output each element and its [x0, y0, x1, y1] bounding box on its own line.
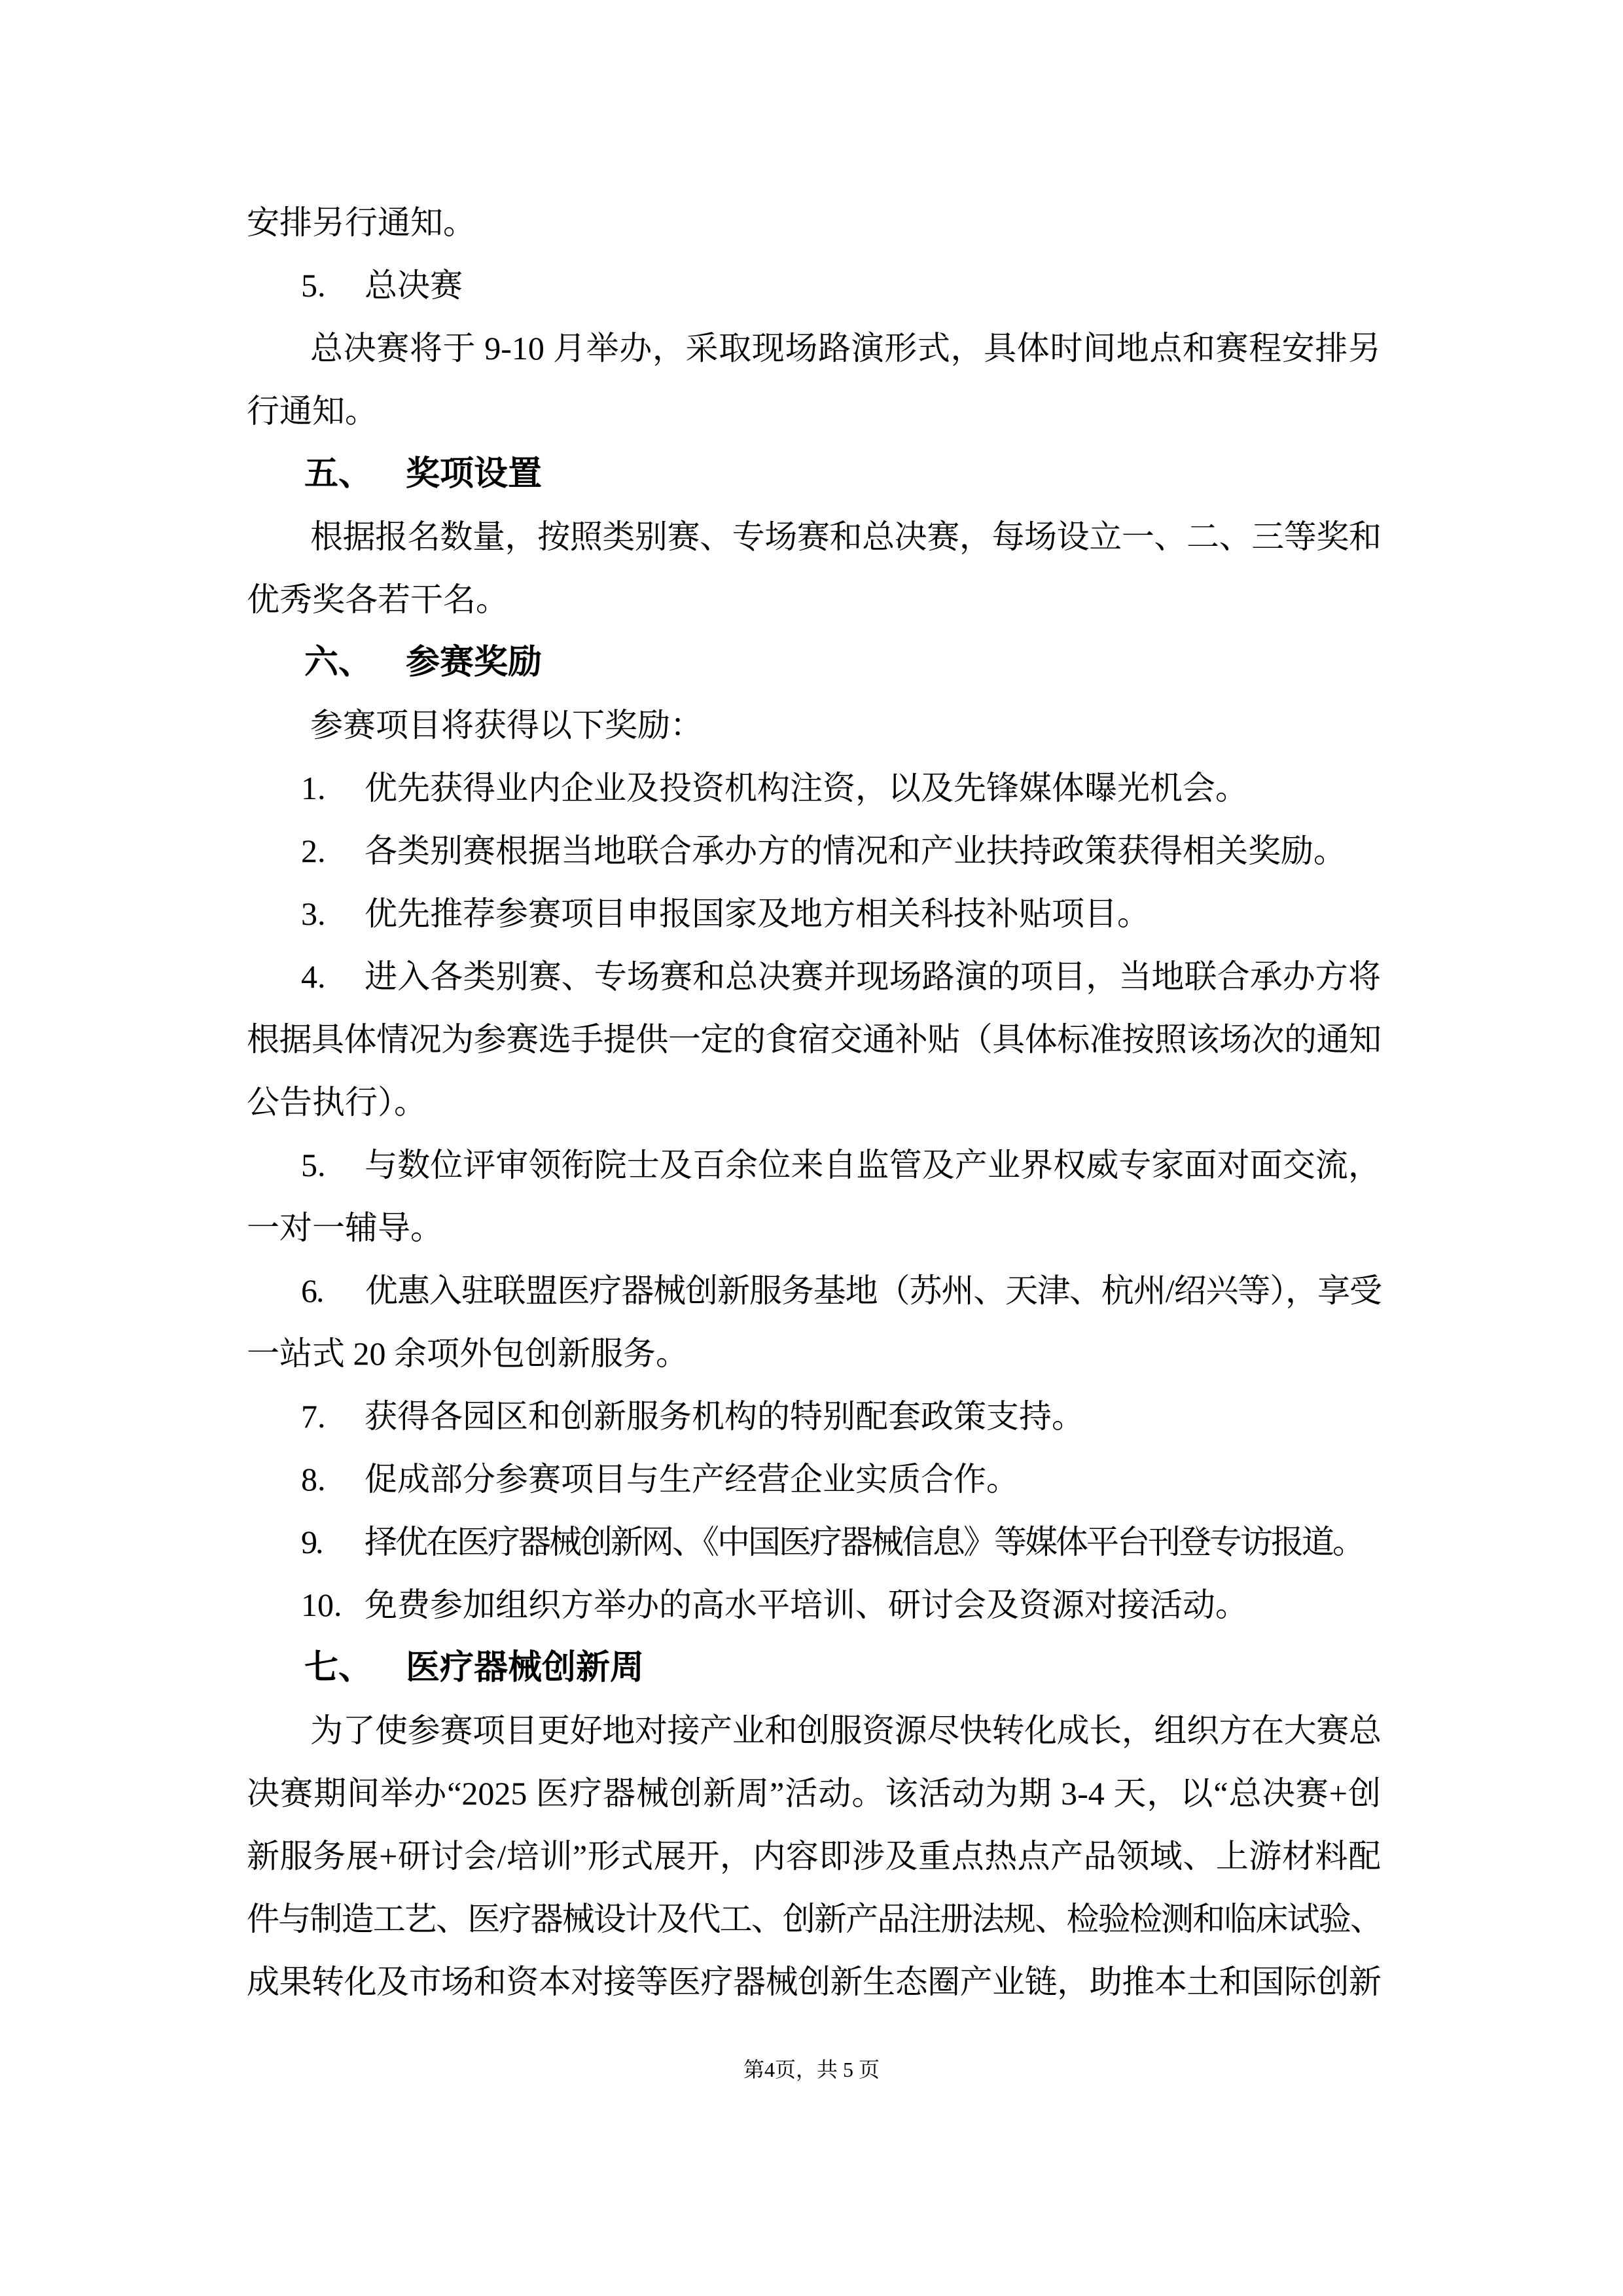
line-text: 优先推荐参赛项目申报国家及地方相关科技补贴项目。 [365, 895, 1150, 932]
section-heading [247, 442, 1381, 505]
list-number: 5. [301, 1147, 326, 1183]
line-text: 一站式 20 余项外包创新服务。 [247, 1335, 688, 1372]
heading-number: 七、 [304, 1649, 373, 1687]
text-line [247, 317, 1381, 380]
text-line [247, 1196, 1381, 1259]
list-number: 3. [301, 895, 326, 932]
text-line [247, 694, 1381, 757]
line-text: 促成部分参赛项目与生产经营企业实质合作。 [365, 1461, 1019, 1498]
list-number: 5. [301, 267, 326, 304]
text-line [247, 1008, 1381, 1071]
line-text: 根据报名数量，按照类别赛、专场赛和总决赛，每场设立一、二、三等奖和 [310, 518, 1381, 555]
heading-number: 六、 [304, 643, 373, 681]
text-line [247, 505, 1381, 568]
text-line [247, 1888, 1381, 1950]
list-number: 9. [301, 1524, 322, 1560]
line-text: 总决赛 [365, 267, 463, 304]
list-item [247, 819, 1381, 882]
line-text: 医疗器械创新周 [406, 1649, 645, 1687]
line-text: 成果转化及市场和资本对接等医疗器械创新生态圈产业链，助推本土和国际创新 [247, 1964, 1381, 2000]
text-line [247, 1699, 1381, 1762]
page-content [247, 191, 1381, 2013]
line-text: 为了使参赛项目更好地对接产业和创服资源尽快转化成长，组织方在大赛总 [310, 1712, 1381, 1749]
line-text: 根据具体情况为参赛选手提供一定的食宿交通补贴（具体标准按照该场次的通知 [247, 1021, 1381, 1058]
line-text: 优惠入驻联盟医疗器械创新服务基地（苏州、天津、杭州/绍兴等），享受 [365, 1272, 1381, 1309]
heading-number: 五、 [304, 455, 373, 493]
text-line [247, 1071, 1381, 1134]
list-item [247, 882, 1381, 945]
list-item [247, 1511, 1381, 1573]
line-text: 安排另行通知。 [247, 204, 476, 241]
line-text: 公告执行）。 [247, 1084, 427, 1121]
list-number: 10. [301, 1587, 342, 1623]
list-item [247, 757, 1381, 819]
line-text: 优秀奖各若干名。 [247, 581, 508, 618]
line-text: 获得各园区和创新服务机构的特别配套政策支持。 [365, 1398, 1084, 1435]
text-line [247, 1322, 1381, 1385]
text-line [247, 1825, 1381, 1888]
line-text: 新服务展+研讨会/培训”形式展开，内容即涉及重点热点产品领域、上游材料配 [247, 1838, 1381, 1874]
text-line [247, 380, 1381, 442]
section-heading [247, 631, 1381, 694]
line-text: 免费参加组织方举办的高水平培训、研讨会及资源对接活动。 [365, 1587, 1248, 1623]
line-text: 决赛期间举办“2025 医疗器械创新周”活动。该活动为期 3-4 天，以“总决赛+创 [247, 1775, 1381, 1812]
line-text: 各类别赛根据当地联合承办方的情况和产业扶持政策获得相关奖励。 [365, 833, 1346, 869]
list-item [247, 1385, 1381, 1448]
line-text: 奖项设置 [406, 455, 543, 493]
line-text: 参赛奖励 [406, 643, 543, 681]
text-line [247, 1950, 1381, 2013]
list-number: 8. [301, 1461, 326, 1498]
page-footer: 第4页，共 5 页 [743, 2058, 880, 2081]
list-number: 6. [301, 1272, 323, 1309]
list-item [247, 1573, 1381, 1636]
line-text: 优先获得业内企业及投资机构注资，以及先锋媒体曝光机会。 [365, 770, 1248, 806]
list-item [247, 1259, 1381, 1322]
line-text: 进入各类别赛、专场赛和总决赛并现场路演的项目，当地联合承办方将 [365, 958, 1381, 995]
list-number: 2. [301, 833, 326, 869]
text-line [247, 568, 1381, 631]
list-number: 4. [301, 958, 326, 995]
line-text: 件与制造工艺、医疗器械设计及代工、创新产品注册法规、检验检测和临床试验、 [247, 1901, 1381, 1937]
line-text: 总决赛将于 9-10 月举办，采取现场路演形式，具体时间地点和赛程安排另 [310, 330, 1381, 367]
line-text: 与数位评审领衔院士及百余位来自监管及产业界权威专家面对面交流， [365, 1147, 1381, 1183]
line-text: 一对一辅导。 [247, 1210, 443, 1246]
list-item [247, 945, 1381, 1008]
line-text: 行通知。 [247, 393, 378, 429]
text-line [247, 1762, 1381, 1825]
list-number: 1. [301, 770, 326, 806]
list-item [247, 254, 1381, 317]
line-text: 参赛项目将获得以下奖励： [310, 707, 703, 744]
list-number: 7. [301, 1398, 326, 1435]
text-line [247, 191, 1381, 254]
list-item [247, 1134, 1381, 1196]
list-item [247, 1448, 1381, 1511]
section-heading [247, 1636, 1381, 1699]
line-text: 择优在医疗器械创新网、《中国医疗器械信息》等媒体平台刊登专访报道。 [365, 1524, 1363, 1560]
